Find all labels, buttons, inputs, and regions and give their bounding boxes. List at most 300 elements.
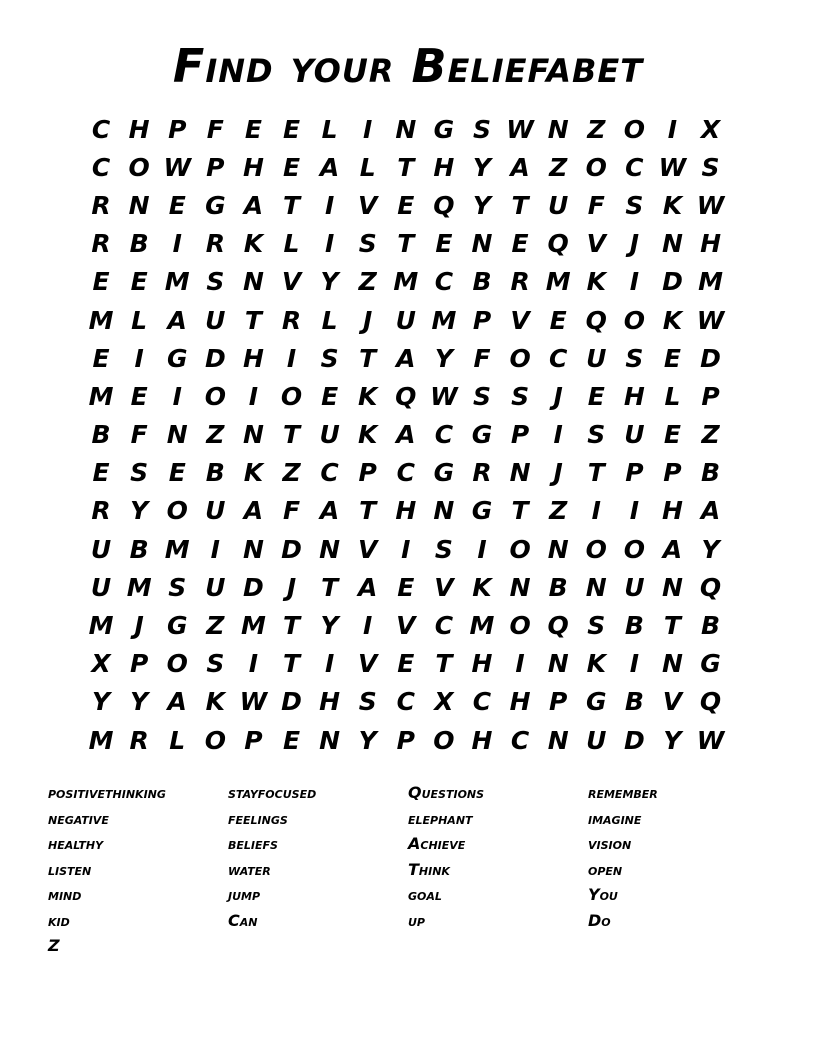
grid-cell[interactable]: S <box>625 343 644 373</box>
grid-cell[interactable]: Y <box>663 725 682 755</box>
grid-cell[interactable]: E <box>168 458 186 488</box>
grid-cell[interactable]: A <box>243 496 264 526</box>
grid-cell[interactable]: E <box>549 305 567 335</box>
word-list-item: Can <box>228 910 258 930</box>
grid-cell[interactable]: J <box>553 381 563 411</box>
grid-cell[interactable]: O <box>204 725 226 755</box>
grid-cell[interactable]: C <box>396 458 415 488</box>
grid-cell[interactable]: Y <box>358 725 377 755</box>
grid-cell[interactable]: Q <box>547 229 569 259</box>
grid-cell[interactable]: A <box>662 534 683 564</box>
grid-cell[interactable]: P <box>396 725 415 755</box>
grid-cell[interactable]: B <box>91 420 111 450</box>
grid-cell[interactable]: P <box>129 649 149 679</box>
grid-cell[interactable]: Q <box>585 305 607 335</box>
grid-cell[interactable]: E <box>130 267 148 297</box>
grid-cell[interactable]: E <box>663 343 681 373</box>
grid-cell[interactable]: H <box>395 496 417 526</box>
grid-cell[interactable]: L <box>321 114 338 144</box>
grid-cell[interactable]: K <box>472 572 492 602</box>
grid-cell[interactable]: I <box>172 229 182 259</box>
grid-cell[interactable]: B <box>472 267 492 297</box>
grid-cell[interactable]: U <box>90 534 112 564</box>
grid-cell[interactable]: N <box>395 114 417 144</box>
grid-cell[interactable]: B <box>624 687 644 717</box>
grid-cell[interactable]: S <box>358 687 377 717</box>
grid-cell[interactable]: E <box>92 267 110 297</box>
grid-cell[interactable]: K <box>243 458 264 488</box>
grid-cell[interactable]: Z <box>206 420 225 450</box>
grid-cell[interactable]: I <box>363 114 373 144</box>
grid-cell[interactable]: N <box>547 534 569 564</box>
grid-cell[interactable]: N <box>319 725 341 755</box>
grid-cell[interactable]: A <box>167 687 187 717</box>
grid-cell[interactable]: V <box>434 572 454 602</box>
grid-cell[interactable]: W <box>239 687 268 717</box>
grid-cell[interactable]: Z <box>206 611 225 641</box>
grid-cell[interactable]: I <box>210 534 220 564</box>
grid-cell[interactable]: I <box>324 649 335 679</box>
grid-cell[interactable]: M <box>164 534 190 564</box>
grid-cell[interactable]: G <box>205 190 226 220</box>
grid-cell[interactable]: S <box>168 572 187 602</box>
grid-cell[interactable]: R <box>281 305 302 335</box>
grid-cell[interactable]: S <box>434 534 453 564</box>
grid-cell[interactable]: N <box>471 229 493 259</box>
grid-cell[interactable]: A <box>700 496 721 526</box>
grid-cell[interactable]: K <box>358 420 378 450</box>
grid-cell[interactable]: I <box>248 649 259 679</box>
grid-cell[interactable]: K <box>662 305 683 335</box>
grid-cell[interactable]: R <box>91 190 111 220</box>
grid-cell[interactable]: O <box>509 611 531 641</box>
grid-cell[interactable]: I <box>134 343 144 373</box>
grid-cell[interactable]: T <box>282 190 301 220</box>
grid-cell[interactable]: O <box>623 534 645 564</box>
grid-cell[interactable]: N <box>547 649 569 679</box>
grid-cell[interactable]: D <box>281 687 302 717</box>
grid-cell[interactable]: C <box>510 725 530 755</box>
grid-cell[interactable]: I <box>515 649 525 679</box>
grid-cell[interactable]: R <box>205 229 225 259</box>
grid-cell[interactable]: H <box>319 687 341 717</box>
grid-cell[interactable]: P <box>206 152 225 182</box>
grid-cell[interactable]: S <box>206 649 225 679</box>
grid-cell[interactable]: R <box>91 496 111 526</box>
grid-cell[interactable]: C <box>625 152 644 182</box>
grid-cell[interactable]: T <box>244 305 262 335</box>
grid-cell[interactable]: M <box>88 611 114 641</box>
grid-cell[interactable]: M <box>393 267 419 297</box>
grid-cell[interactable]: D <box>243 572 264 602</box>
grid-cell[interactable]: D <box>281 534 302 564</box>
grid-cell[interactable]: Z <box>358 267 377 297</box>
grid-cell[interactable]: A <box>243 190 264 220</box>
grid-cell[interactable]: G <box>166 343 188 373</box>
grid-cell[interactable]: X <box>434 687 454 717</box>
grid-cell[interactable]: E <box>587 381 605 411</box>
grid-cell[interactable]: H <box>242 152 264 182</box>
grid-cell[interactable]: T <box>663 611 681 641</box>
grid-cell[interactable]: V <box>662 687 683 717</box>
word-list-item <box>588 933 768 959</box>
grid-cell[interactable]: D <box>662 267 683 297</box>
grid-cell[interactable]: S <box>701 152 720 182</box>
grid-cell[interactable]: M <box>545 267 571 297</box>
grid-cell[interactable]: K <box>662 190 683 220</box>
grid-cell[interactable]: U <box>205 305 226 335</box>
grid-cell[interactable]: M <box>126 572 152 602</box>
grid-cell[interactable]: C <box>320 458 339 488</box>
grid-cell[interactable]: W <box>506 114 534 144</box>
grid-cell[interactable]: V <box>358 534 378 564</box>
grid-cell[interactable]: Q <box>699 687 722 717</box>
grid-cell[interactable]: S <box>320 343 339 373</box>
grid-cell[interactable]: Z <box>701 420 720 450</box>
grid-cell[interactable]: A <box>510 152 530 182</box>
grid-cell[interactable]: B <box>548 572 568 602</box>
word-list-item: Think <box>408 859 450 879</box>
grid-cell[interactable]: Q <box>433 190 455 220</box>
grid-cell[interactable]: Q <box>395 381 417 411</box>
grid-cell[interactable]: P <box>244 725 263 755</box>
grid-cell[interactable]: S <box>358 229 377 259</box>
word-list-item: jump <box>228 885 261 904</box>
word-list-item: goal <box>408 885 442 904</box>
grid-cell[interactable]: H <box>471 649 493 679</box>
grid-cell[interactable]: E <box>397 649 415 679</box>
grid-cell[interactable]: C <box>548 343 568 373</box>
grid-cell[interactable]: E <box>168 190 186 220</box>
grid-cell[interactable]: W <box>163 152 192 182</box>
grid-cell[interactable]: G <box>166 611 188 641</box>
grid-cell[interactable]: C <box>91 152 111 182</box>
grid-cell[interactable]: N <box>242 267 264 297</box>
grid-cell[interactable]: N <box>547 725 569 755</box>
word-list-item: elephant <box>408 808 473 828</box>
grid-cell[interactable]: O <box>585 534 607 564</box>
grid-cell[interactable]: L <box>283 229 300 259</box>
grid-cell[interactable]: D <box>700 343 721 373</box>
grid-cell[interactable]: K <box>586 649 606 679</box>
grid-cell[interactable]: N <box>585 572 607 602</box>
grid-cell[interactable]: C <box>434 611 454 641</box>
grid-cell[interactable]: Q <box>547 611 569 641</box>
grid-cell[interactable]: G <box>433 114 455 144</box>
grid-cell[interactable]: P <box>625 458 644 488</box>
grid-cell[interactable]: S <box>130 458 149 488</box>
grid-cell[interactable]: I <box>667 114 678 144</box>
grid-cell[interactable]: P <box>701 381 720 411</box>
grid-cell[interactable]: I <box>629 267 640 297</box>
grid-cell[interactable]: W <box>696 305 725 335</box>
grid-cell[interactable]: E <box>92 343 110 373</box>
grid-cell[interactable]: O <box>433 725 455 755</box>
word-list-item: open <box>588 859 623 879</box>
grid-cell[interactable]: V <box>396 611 416 641</box>
grid-cell[interactable]: A <box>167 305 187 335</box>
grid-cell[interactable]: N <box>509 458 531 488</box>
grid-cell[interactable]: X <box>91 649 111 679</box>
grid-cell[interactable]: I <box>591 496 601 526</box>
grid-cell[interactable]: B <box>205 458 225 488</box>
grid-cell[interactable]: K <box>358 381 378 411</box>
grid-cell[interactable]: C <box>434 267 454 297</box>
grid-cell[interactable]: R <box>510 267 530 297</box>
grid-cell[interactable]: Z <box>549 496 568 526</box>
grid-cell[interactable]: G <box>471 496 493 526</box>
grid-cell[interactable]: F <box>473 343 491 373</box>
grid-cell[interactable]: C <box>472 687 492 717</box>
grid-cell[interactable]: N <box>128 190 150 220</box>
grid-cell[interactable]: J <box>286 572 297 602</box>
grid-cell[interactable]: T <box>282 420 301 450</box>
grid-cell[interactable]: N <box>661 649 683 679</box>
grid-cell[interactable]: D <box>204 343 226 373</box>
grid-cell[interactable]: X <box>700 114 721 144</box>
grid-cell[interactable]: M <box>88 725 114 755</box>
grid-cell[interactable]: I <box>286 343 297 373</box>
grid-cell[interactable]: Z <box>587 114 606 144</box>
grid-cell[interactable]: I <box>324 229 335 259</box>
grid-cell[interactable]: W <box>658 152 687 182</box>
grid-cell[interactable]: E <box>244 114 262 144</box>
grid-cell[interactable]: V <box>586 229 606 259</box>
grid-cell[interactable]: K <box>205 687 226 717</box>
grid-cell[interactable]: W <box>696 190 725 220</box>
grid-cell[interactable]: F <box>587 190 605 220</box>
grid-cell[interactable]: B <box>129 229 149 259</box>
grid-cell[interactable]: N <box>242 420 264 450</box>
grid-cell[interactable]: Y <box>320 611 339 641</box>
grid-cell[interactable]: N <box>509 572 531 602</box>
grid-cell[interactable]: J <box>134 611 144 641</box>
grid-cell[interactable]: T <box>397 152 415 182</box>
grid-cell[interactable]: T <box>282 649 301 679</box>
grid-cell[interactable]: G <box>471 420 493 450</box>
grid-cell[interactable]: Y <box>130 687 149 717</box>
grid-cell[interactable]: A <box>396 420 416 450</box>
grid-cell[interactable]: I <box>553 420 563 450</box>
grid-cell[interactable]: B <box>624 611 644 641</box>
word-list-item: Questions <box>408 783 485 802</box>
grid-cell[interactable]: U <box>586 343 607 373</box>
grid-cell[interactable]: P <box>663 458 682 488</box>
grid-cell[interactable]: B <box>701 458 721 488</box>
grid-cell[interactable]: H <box>623 381 645 411</box>
grid-cell[interactable]: G <box>433 458 455 488</box>
grid-cell[interactable]: T <box>321 572 339 602</box>
grid-cell[interactable]: V <box>358 649 378 679</box>
grid-cell[interactable]: E <box>435 229 453 259</box>
grid-cell[interactable]: N <box>166 420 188 450</box>
grid-cell[interactable]: O <box>623 114 645 144</box>
grid-cell[interactable]: U <box>319 420 340 450</box>
grid-cell[interactable]: N <box>319 534 341 564</box>
grid-cell[interactable]: S <box>206 267 225 297</box>
grid-cell[interactable]: B <box>701 611 721 641</box>
grid-cell[interactable]: T <box>587 458 605 488</box>
grid-cell[interactable]: J <box>629 229 640 259</box>
grid-cell[interactable]: C <box>434 420 454 450</box>
grid-cell[interactable]: U <box>624 572 645 602</box>
grid-cell[interactable]: Y <box>130 496 149 526</box>
grid-cell[interactable]: N <box>547 114 569 144</box>
grid-cell[interactable]: O <box>128 152 150 182</box>
grid-cell[interactable]: O <box>509 343 531 373</box>
grid-cell[interactable]: M <box>698 267 723 297</box>
grid-cell[interactable]: H <box>242 343 264 373</box>
grid-cell[interactable]: H <box>128 114 150 144</box>
grid-cell[interactable]: T <box>435 649 453 679</box>
grid-cell[interactable]: K <box>586 267 606 297</box>
grid-cell[interactable]: E <box>397 572 415 602</box>
grid-cell[interactable]: Y <box>320 267 339 297</box>
grid-cell[interactable]: R <box>472 458 492 488</box>
grid-cell[interactable]: E <box>282 152 301 182</box>
grid-cell[interactable]: A <box>319 496 340 526</box>
grid-cell[interactable]: S <box>472 114 491 144</box>
grid-cell[interactable]: P <box>168 114 187 144</box>
grid-cell[interactable]: A <box>319 152 340 182</box>
grid-cell[interactable]: R <box>91 229 111 259</box>
grid-cell[interactable]: C <box>396 687 415 717</box>
grid-cell[interactable]: N <box>661 229 683 259</box>
grid-cell[interactable]: O <box>280 381 303 411</box>
grid-cell[interactable]: F <box>130 420 148 450</box>
grid-cell[interactable]: T <box>397 229 415 259</box>
grid-cell[interactable]: M <box>88 305 114 335</box>
grid-cell[interactable]: Y <box>91 687 111 717</box>
grid-cell[interactable]: G <box>700 649 721 679</box>
grid-cell[interactable]: C <box>91 114 111 144</box>
grid-cell[interactable]: T <box>282 611 301 641</box>
grid-cell[interactable]: Y <box>472 190 492 220</box>
grid-cell[interactable]: U <box>548 190 569 220</box>
grid-cell[interactable]: E <box>92 458 110 488</box>
word-list-item: up <box>408 910 425 930</box>
grid-cell[interactable]: E <box>663 420 681 450</box>
grid-cell[interactable]: E <box>511 229 529 259</box>
grid-cell[interactable]: O <box>204 381 226 411</box>
grid-cell[interactable]: Q <box>699 572 722 602</box>
grid-cell[interactable]: N <box>433 496 455 526</box>
grid-cell[interactable]: N <box>242 534 264 564</box>
word-list-item: kid <box>48 910 70 930</box>
grid-cell[interactable]: H <box>700 229 722 259</box>
grid-cell[interactable]: J <box>363 305 373 335</box>
grid-cell[interactable]: E <box>130 381 148 411</box>
grid-cell[interactable]: P <box>358 458 377 488</box>
grid-cell[interactable]: I <box>363 611 373 641</box>
grid-cell[interactable]: M <box>431 305 457 335</box>
word-list-item: You <box>588 885 618 904</box>
grid-cell[interactable]: E <box>397 190 415 220</box>
grid-cell[interactable]: H <box>509 687 531 717</box>
grid-cell[interactable]: A <box>396 343 416 373</box>
grid-cell[interactable]: F <box>282 496 301 526</box>
grid-cell[interactable]: F <box>206 114 224 144</box>
grid-cell[interactable]: U <box>90 572 112 602</box>
grid-cell[interactable]: W <box>696 725 725 755</box>
grid-cell[interactable]: I <box>172 381 182 411</box>
grid-cell[interactable]: P <box>510 420 530 450</box>
grid-cell[interactable]: V <box>358 190 378 220</box>
grid-cell[interactable]: V <box>281 267 302 297</box>
grid-cell[interactable]: Z <box>282 458 301 488</box>
grid-cell[interactable]: H <box>661 496 683 526</box>
grid-cell[interactable]: M <box>88 381 114 411</box>
grid-cell[interactable]: D <box>623 725 645 755</box>
grid-cell[interactable]: O <box>166 649 188 679</box>
grid-cell[interactable]: H <box>471 725 493 755</box>
grid-cell[interactable]: V <box>510 305 530 335</box>
grid-cell[interactable]: L <box>359 152 376 182</box>
grid-cell[interactable]: L <box>131 305 148 335</box>
grid-cell[interactable]: T <box>359 496 377 526</box>
grid-cell[interactable]: T <box>511 496 529 526</box>
grid-cell[interactable]: P <box>549 687 568 717</box>
grid-cell[interactable]: T <box>359 343 377 373</box>
grid-cell[interactable]: U <box>205 496 226 526</box>
grid-cell[interactable]: P <box>472 305 492 335</box>
grid-cell[interactable]: K <box>243 229 264 259</box>
grid-cell[interactable]: L <box>664 381 681 411</box>
grid-cell[interactable]: B <box>129 534 149 564</box>
grid-cell[interactable]: E <box>282 725 301 755</box>
grid-cell[interactable]: G <box>586 687 607 717</box>
grid-cell[interactable]: O <box>166 496 188 526</box>
grid-cell[interactable]: A <box>358 572 378 602</box>
grid-cell[interactable]: S <box>511 381 530 411</box>
grid-cell[interactable]: S <box>587 611 606 641</box>
grid-cell[interactable]: Z <box>549 152 568 182</box>
grid-cell[interactable]: T <box>511 190 529 220</box>
grid-cell[interactable]: I <box>629 496 640 526</box>
grid-cell[interactable]: S <box>587 420 606 450</box>
grid-cell[interactable]: L <box>169 725 186 755</box>
grid-cell[interactable]: E <box>321 381 339 411</box>
grid-cell[interactable]: H <box>433 152 455 182</box>
grid-cell[interactable]: Y <box>434 343 453 373</box>
grid-cell[interactable]: I <box>248 381 259 411</box>
grid-cell[interactable]: R <box>129 725 149 755</box>
grid-cell[interactable]: I <box>401 534 411 564</box>
grid-cell[interactable]: M <box>469 611 495 641</box>
grid-cell[interactable]: O <box>509 534 531 564</box>
grid-cell[interactable]: O <box>623 305 645 335</box>
grid-cell[interactable]: M <box>240 611 266 641</box>
grid-cell[interactable]: S <box>472 381 491 411</box>
grid-cell[interactable]: I <box>324 190 335 220</box>
grid-cell[interactable]: L <box>321 305 338 335</box>
grid-cell[interactable]: U <box>586 725 607 755</box>
grid-cell[interactable]: U <box>205 572 226 602</box>
grid-cell[interactable]: W <box>430 381 458 411</box>
grid-cell[interactable]: Y <box>701 534 720 564</box>
grid-cell[interactable]: U <box>624 420 645 450</box>
grid-cell[interactable]: O <box>585 152 607 182</box>
grid-cell[interactable]: M <box>164 267 190 297</box>
grid-cell[interactable]: N <box>661 572 683 602</box>
grid-cell[interactable]: E <box>282 114 301 144</box>
grid-cell[interactable]: U <box>395 305 416 335</box>
grid-cell[interactable]: I <box>629 649 640 679</box>
grid-cell[interactable]: Y <box>472 152 492 182</box>
grid-cell[interactable]: S <box>625 190 644 220</box>
grid-cell[interactable]: I <box>477 534 487 564</box>
grid-cell[interactable]: J <box>553 458 563 488</box>
